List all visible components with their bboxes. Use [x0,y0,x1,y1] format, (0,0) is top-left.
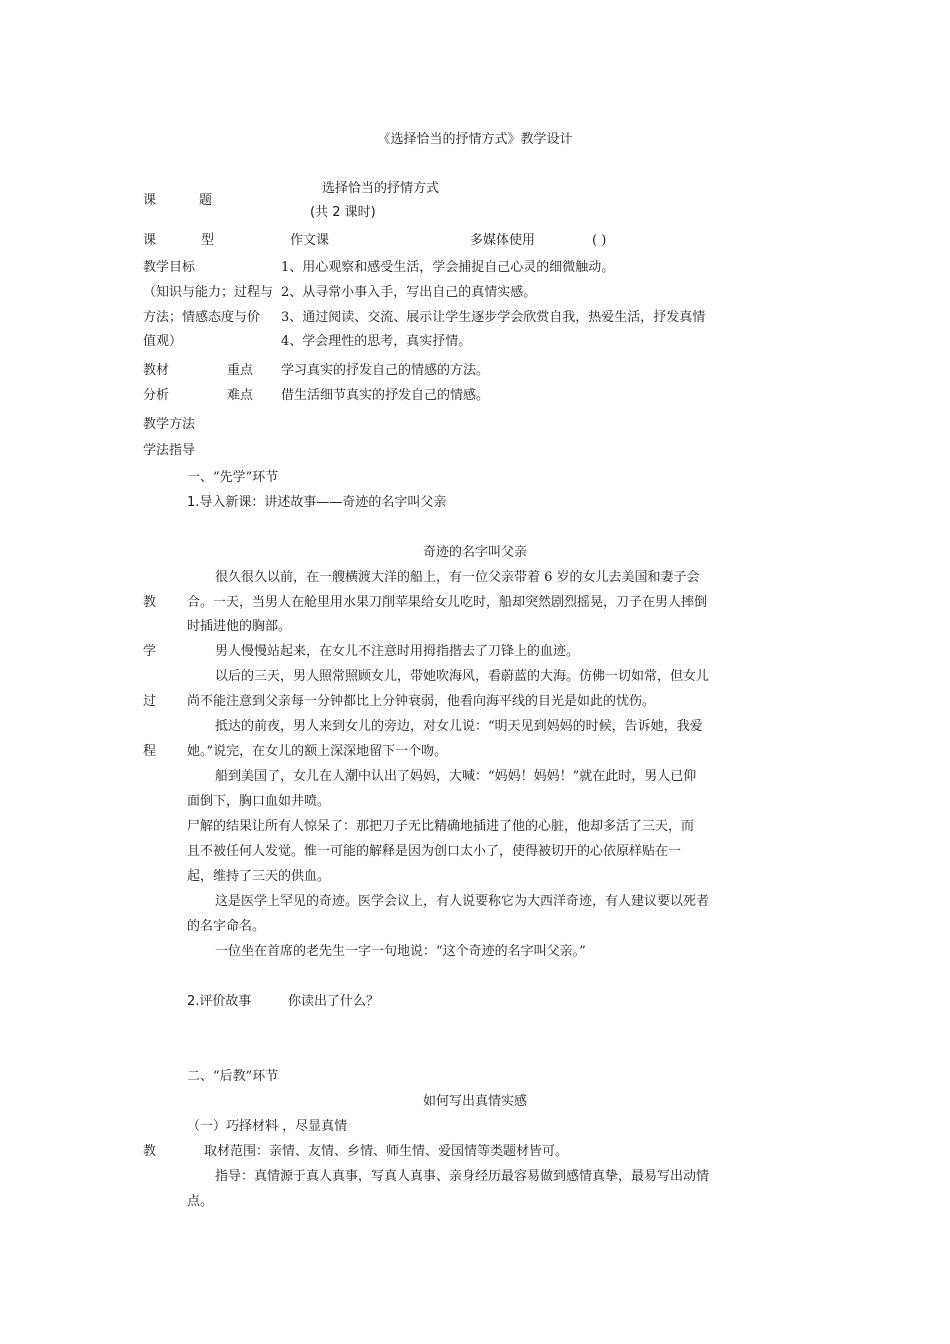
story-line: 一位坐在首席的老先生一字一句地说：“这个奇迹的名字叫父亲。” [215,944,586,959]
story-line: 时插进他的胸部。 [187,619,292,634]
topic-label-1: 课 [143,193,157,208]
key-value: 学习真实的抒发自己的情感的方法。 [281,363,490,378]
story-line: 的名字命名。 [187,919,266,934]
topic-label-2: 题 [199,193,213,208]
goal-item: 2、从寻常小事入手，写出自己的真情实感。 [281,285,537,300]
section2-point1: （一）巧择材料 ，尽显真情 [187,1119,348,1134]
method-label: 教学方法 [143,417,196,432]
difficulty-label: 难点 [227,388,254,403]
section2-scope: 取材范围：亲情、友情、乡情、师生情、爱国情等类题材皆可。 [204,1144,569,1159]
side-label: 学 [143,644,157,659]
analysis-label-2: 分析 [143,388,170,403]
story-line: 起，维持了三天的供血。 [187,869,331,884]
media-value: ( ) [592,233,607,248]
goals-label-line: （知识与能力；过程与 [143,285,274,300]
goals-label-line: 方法；情感态度与价 [143,310,261,325]
study-label: 学法指导 [143,443,196,458]
goal-item: 1、用心观察和感受生活，学会捕捉自己心灵的细微触动。 [281,260,615,275]
story-line: 以后的三天，男人照常照顾女儿，带她吹海风，看蔚蓝的大海。仿佛一切如常，但女儿 [215,669,710,684]
section2-guide-line: 点。 [187,1194,214,1209]
topic-value: 选择恰当的抒情方式 [322,181,440,196]
goal-item: 4、学会理性的思考，真实抒情。 [281,334,472,349]
side-label: 程 [143,744,157,759]
side-label: 过 [143,694,157,709]
story-line: 这是医学上罕见的奇迹。医学会议上，有人说要称它为大西洋奇迹，有人建议要以死者 [215,894,710,909]
document-title: 《选择恰当的抒情方式》教学设计 [377,132,573,147]
story-line: 合。一天，当男人在舱里用水果刀削苹果给女儿吃时，船却突然剧烈摇晃，刀子在男人摔倒 [187,595,708,610]
story-line: 抵达的前夜，男人来到女儿的旁边，对女儿说：“明天见到妈妈的时候，告诉她，我爱 [215,719,703,734]
goal-item: 3、通过阅读、交流、展示让学生逐步学会欣赏自我，热爱生活，抒发真情 [281,310,706,325]
type-label-2: 型 [201,233,215,248]
story-line: 很久很久以前，在一艘横渡大洋的船上，有一位父亲带着 6 岁的女儿去美国和妻子会 [215,570,700,585]
story-title: 奇迹的名字叫父亲 [422,545,527,560]
section1-step2-value: 你读出了什么？ [288,994,380,1009]
section2-subtitle: 如何写出真情实感 [422,1094,527,1109]
section2-heading: 二、“后教”环节 [187,1069,279,1084]
section1-heading: 一、“先学”环节 [187,470,279,485]
story-line: 面倒下，胸口血如井喷。 [187,794,331,809]
type-value: 作文课 [290,233,330,248]
side-label: 教 [143,595,157,610]
topic-hours: (共 2 课时) [310,205,376,220]
section2-guide-line: 指导：真情源于真人真事，写真人真事、亲身经历最容易做到感情真挚，最易写出动情 [215,1169,710,1184]
story-line: 尚不能注意到父亲每一分钟都比上分钟衰弱，他看向海平线的目光是如此的忧伤。 [187,694,656,709]
story-line: 船到美国了，女儿在人潮中认出了妈妈，大喊：“妈妈！妈妈！”就在此时，男人已仰 [215,769,697,784]
key-label: 重点 [227,363,254,378]
story-line: 尸解的结果让所有人惊呆了：那把刀子无比精确地插进了他的心脏，他却多活了三天，而 [187,819,695,834]
goals-label-line: 教学目标 [143,260,196,275]
difficulty-value: 借生活细节真实的抒发自己的情感。 [281,388,490,403]
story-line: 且不被任何人发觉。惟一可能的解释是因为创口太小了，使得被切开的心依原样贴在一 [187,844,682,859]
type-label-1: 课 [143,233,157,248]
section1-step1: 1.导入新课：讲述故事——奇迹的名字叫父亲 [187,495,447,510]
side-label: 教 [143,1144,157,1159]
section1-step2-label: 2.评价故事 [187,994,252,1009]
story-line: 她。”说完，在女儿的额上深深地留下一个吻。 [187,744,448,759]
goals-label-line: 值观） [143,334,183,349]
media-label: 多媒体使用 [470,233,536,248]
analysis-label-1: 教材 [143,363,170,378]
story-line: 男人慢慢站起来，在女儿不注意时用拇指揩去了刀锋上的血迹。 [215,644,580,659]
